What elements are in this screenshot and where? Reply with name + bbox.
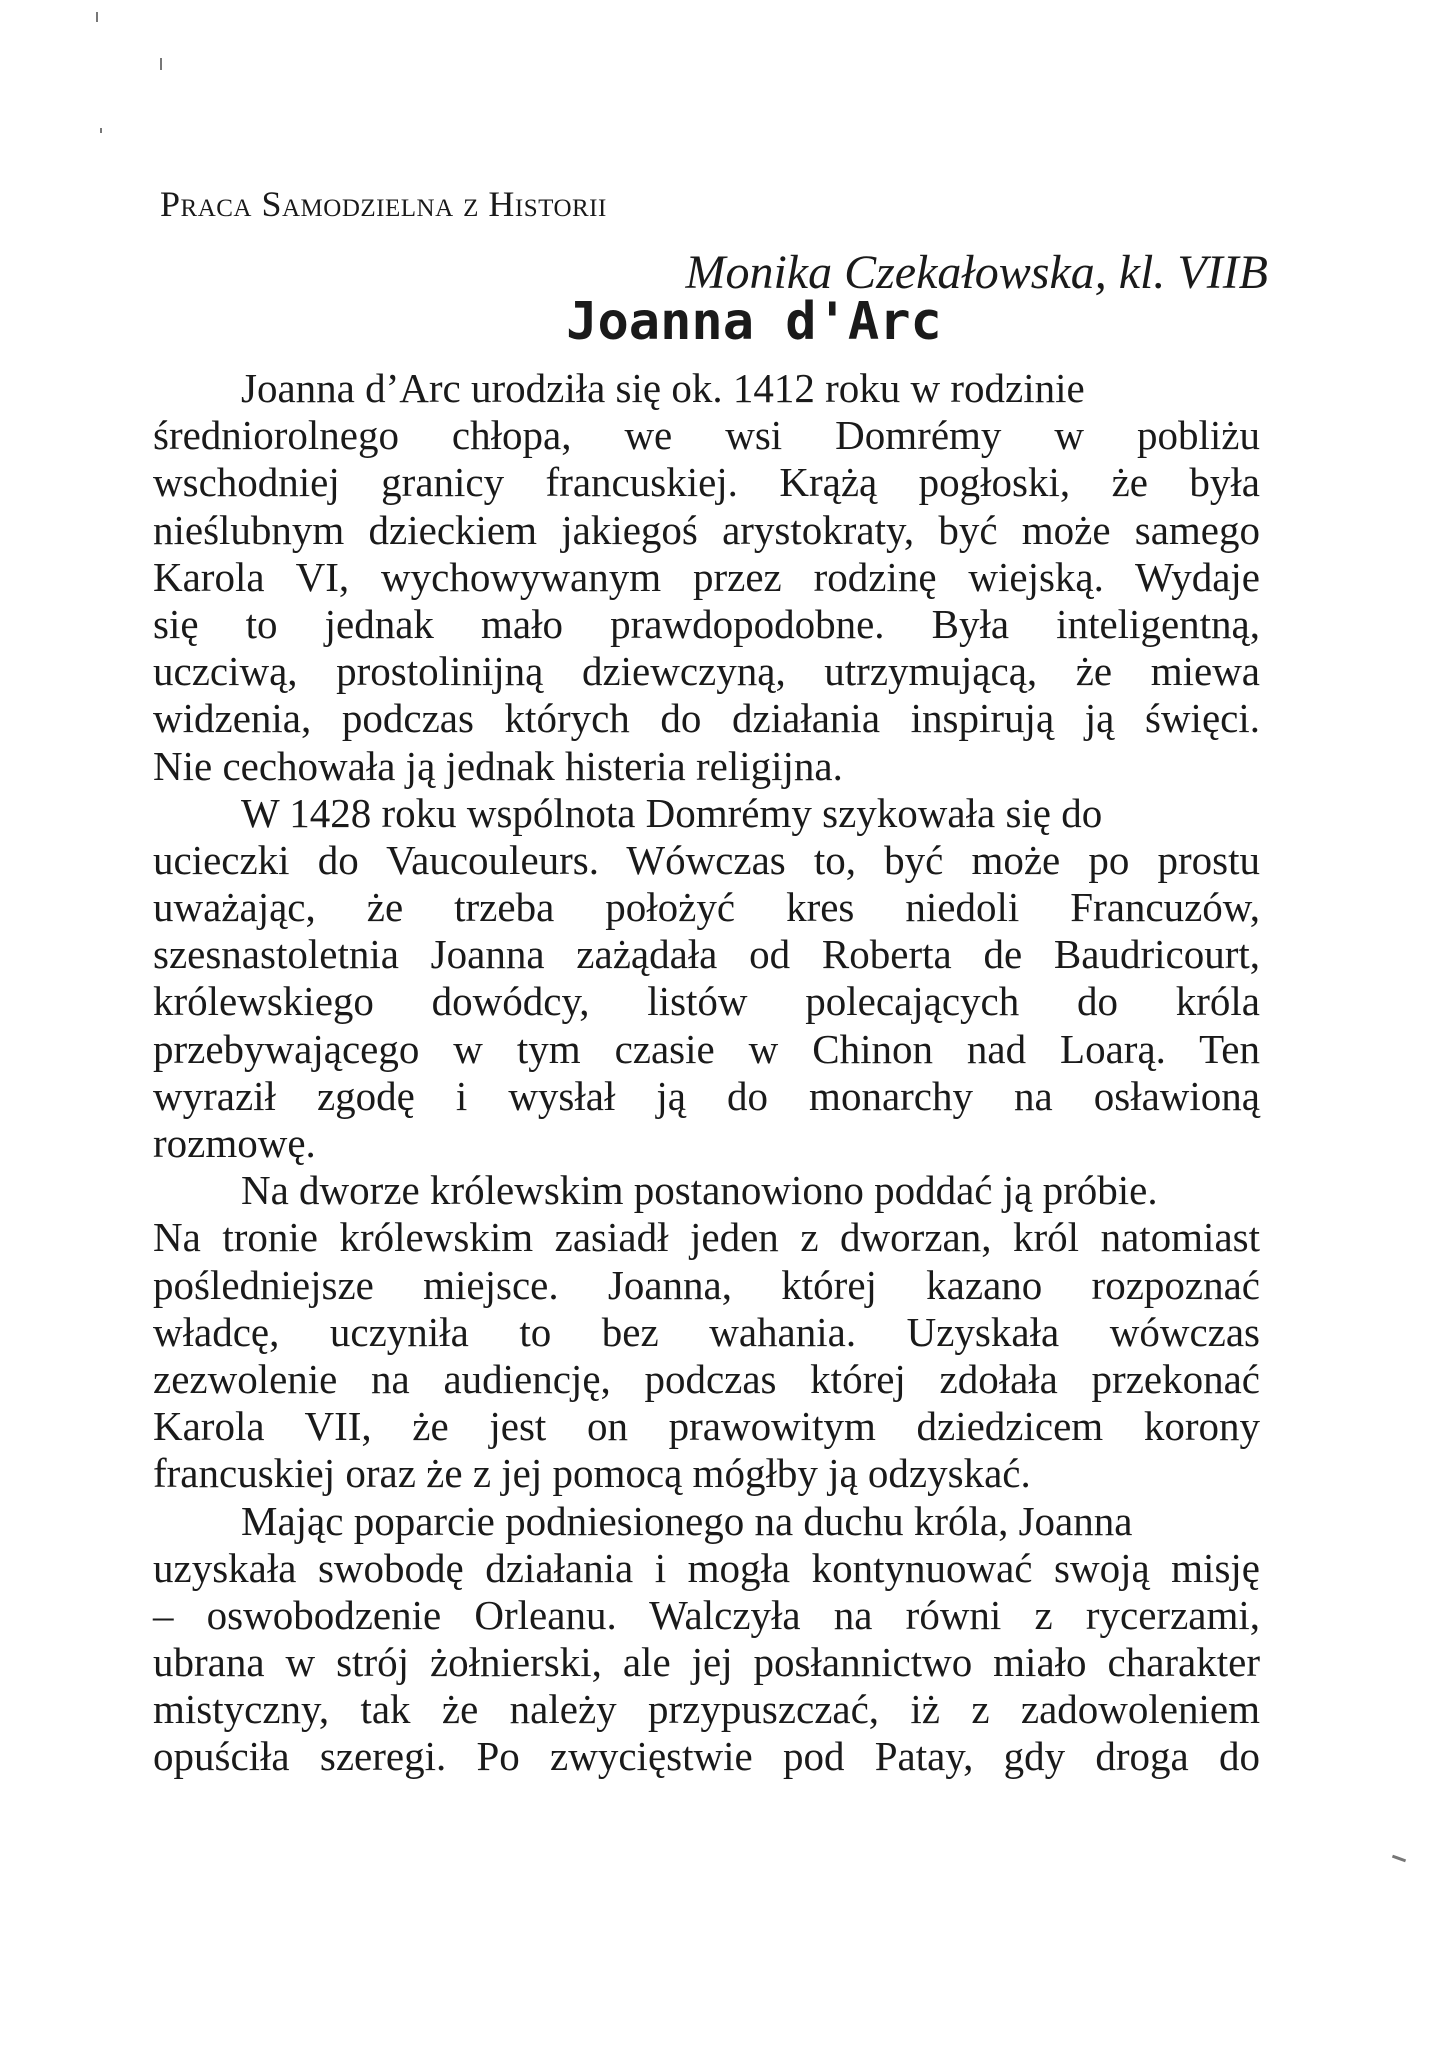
scan-mark	[100, 128, 102, 133]
text-line: się to jednak mało prawdopodobne. Była inteligentną,	[153, 600, 1260, 647]
text-line: W 1428 roku wspólnota Domrémy szykowała się do	[241, 789, 1103, 836]
text-line: władcę, uczyniła to bez wahania. Uzyskała wówczas	[153, 1308, 1260, 1355]
text-line: przebywającego w tym czasie w Chinon nad Loarą. Ten	[153, 1025, 1260, 1072]
text-line: wschodniej granicy francuskiej. Krążą pogłoski, że była	[153, 459, 1260, 506]
scan-mark	[160, 58, 162, 70]
text-line: Na tronie królewskim zasiadł jeden z dworzan, król natomiast	[153, 1214, 1260, 1261]
text-line: Karola VII, że jest on prawowitym dziedzicem korony	[153, 1403, 1260, 1450]
text-line: pośledniejsze miejsce. Joanna, której kazano rozpoznać	[153, 1261, 1260, 1308]
scan-mark	[96, 12, 98, 22]
text-line: widzenia, podczas których do działania inspirują ją święci.	[153, 695, 1260, 742]
body-text	[153, 365, 1260, 1781]
scan-mark	[1392, 1855, 1406, 1863]
text-line: szesnastoletnia Joanna zażądała od Roberta de Baudricourt,	[153, 931, 1260, 978]
text-line: średniorolnego chłopa, we wsi Domrémy w pobliżu	[153, 412, 1260, 459]
text-line: opuściła szeregi. Po zwycięstwie pod Patay, gdy droga do	[153, 1733, 1260, 1780]
text-line: nieślubnym dzieckiem jakiegoś arystokraty, być może samego	[153, 506, 1260, 553]
text-line: – oswobodzenie Orleanu. Walczyła na równi z rycerzami,	[153, 1591, 1260, 1638]
text-line: wyraził zgodę i wysłał ją do monarchy na osławioną	[153, 1072, 1260, 1119]
text-line: uzyskała swobodę działania i mogła kontynuować swoją misję	[153, 1544, 1260, 1591]
text-line: królewskiego dowódcy, listów polecających do króla	[153, 978, 1260, 1025]
text-line: ubrana w strój żołnierski, ale jej posłannictwo miało charakter	[153, 1639, 1260, 1686]
text-line: Karola VI, wychowywanym przez rodzinę wiejską. Wydaje	[153, 553, 1260, 600]
document-title: Joanna d'Arc	[566, 292, 942, 352]
text-line: uczciwą, prostolinijną dziewczyną, utrzymującą, że miewa	[153, 648, 1260, 695]
author-line: Monika Czekałowska, kl. VIIB	[685, 246, 1268, 299]
text-line: Na dworze królewskim postanowiono poddać ją próbie.	[241, 1167, 1158, 1214]
document-header: Praca Samodzielna z Historii	[160, 184, 607, 224]
text-line: Nie cechowała ją jednak histeria religijna.	[153, 742, 843, 789]
text-line: ucieczki do Vaucouleurs. Wówczas to, być może po prostu	[153, 836, 1260, 883]
text-line: Joanna d’Arc urodziła się ok. 1412 roku w rodzinie	[241, 365, 1085, 411]
text-line: Mając poparcie podniesionego na duchu króla, Joanna	[241, 1497, 1133, 1544]
text-line: rozmowę.	[153, 1120, 316, 1166]
text-line: francuskiej oraz że z jej pomocą mógłby ją odzyskać.	[153, 1450, 1031, 1497]
text-line: mistyczny, tak że należy przypuszczać, iż z zadowoleniem	[153, 1686, 1260, 1733]
text-line: uważając, że trzeba położyć kres niedoli Francuzów,	[153, 884, 1260, 931]
text-line: zezwolenie na audiencję, podczas której zdołała przekonać	[153, 1355, 1260, 1402]
